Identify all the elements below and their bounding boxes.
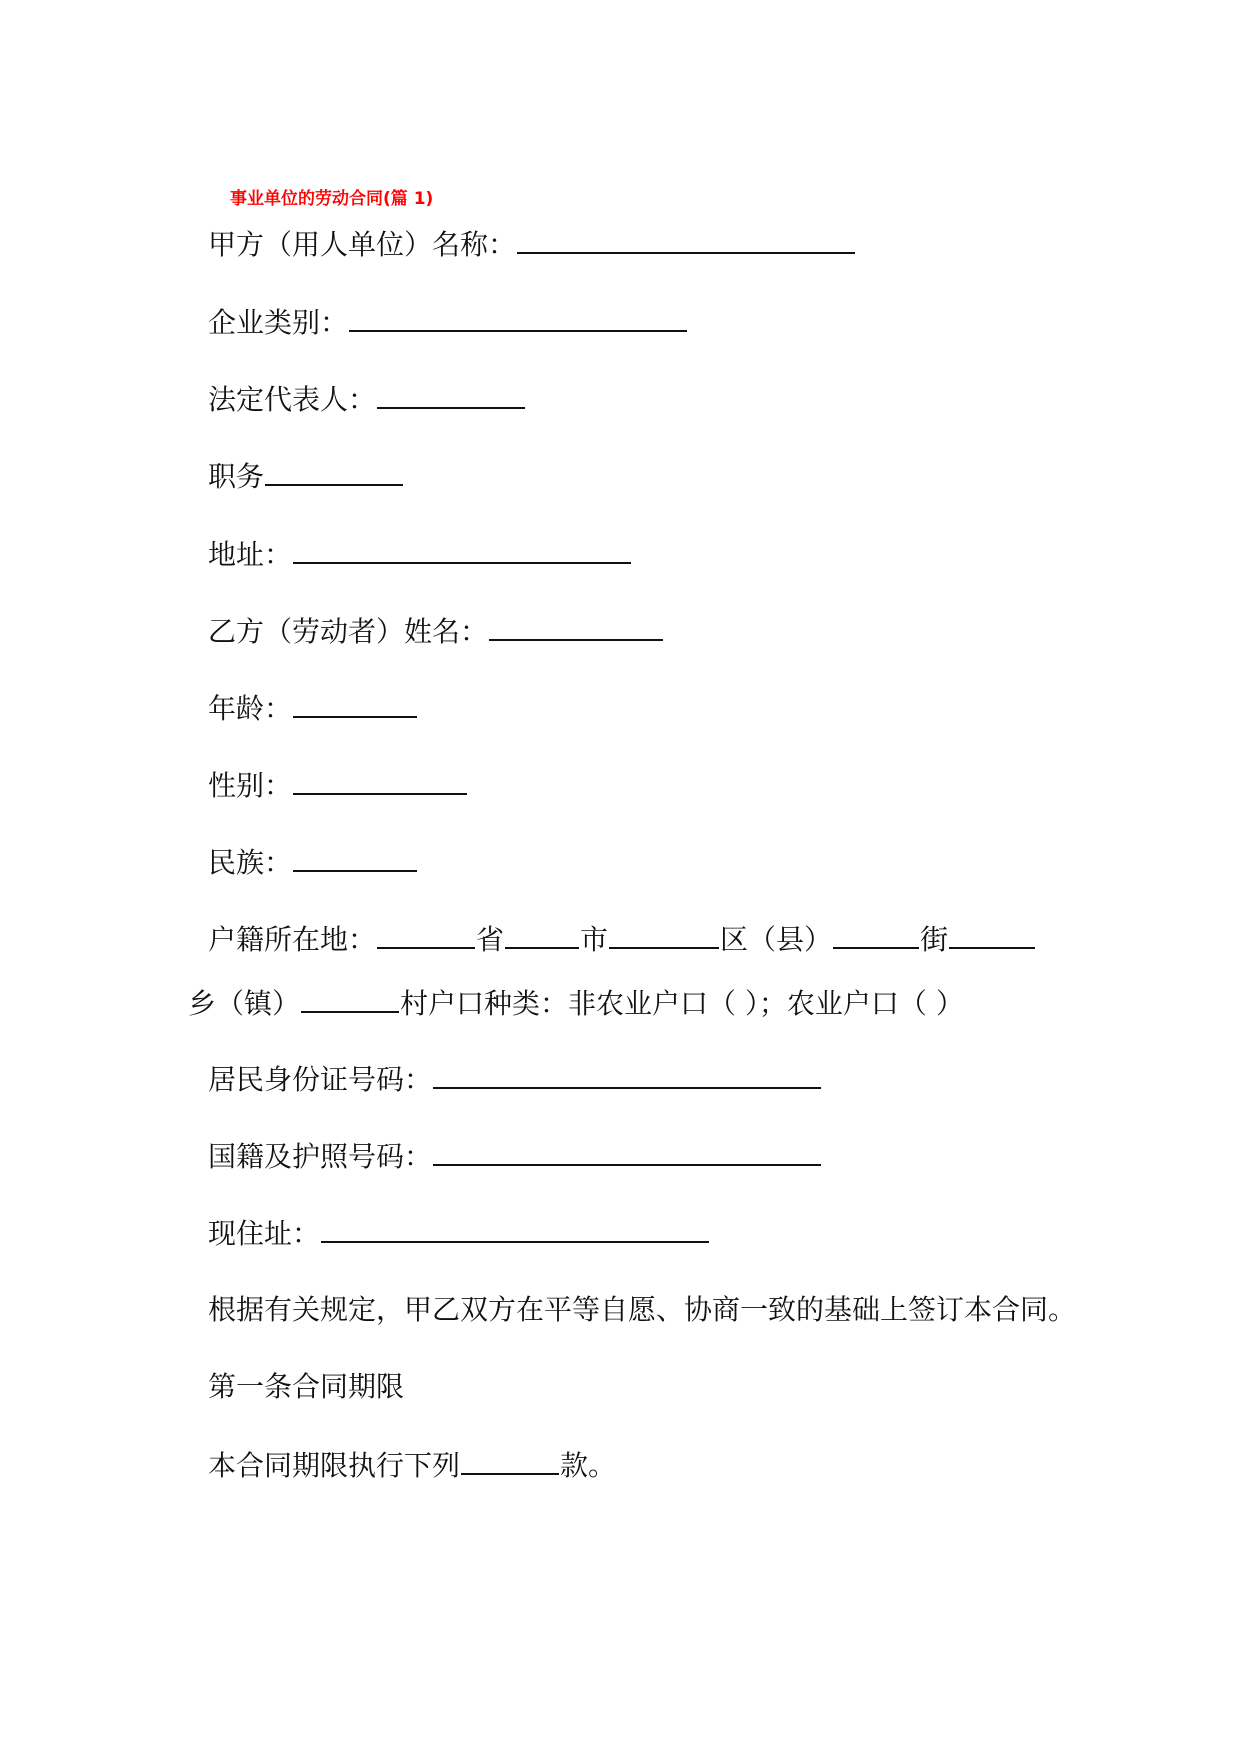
gender-blank[interactable] <box>293 767 467 795</box>
position-label: 职务 <box>208 460 265 493</box>
party-b-name-label: 乙方（劳动者）姓名： <box>208 615 489 648</box>
party-a-name-row <box>208 226 856 263</box>
household-province-blank[interactable] <box>377 921 475 949</box>
nationality-blank[interactable] <box>433 1138 821 1166</box>
id-number-row <box>208 1061 822 1098</box>
household-label: 户籍所在地： <box>208 923 377 956</box>
household-township-blank[interactable] <box>301 985 399 1013</box>
age-blank[interactable] <box>293 690 417 718</box>
article-1-text <box>208 1447 616 1484</box>
enterprise-type-label: 企业类别： <box>208 306 349 339</box>
current-address-blank[interactable] <box>321 1215 709 1243</box>
age-row <box>208 690 418 727</box>
household-street-after-blank[interactable] <box>949 921 1035 949</box>
address-row <box>208 536 632 573</box>
party-b-name-blank[interactable] <box>489 613 663 641</box>
id-number-label: 居民身份证号码： <box>208 1063 433 1096</box>
household-district-label: 区（县） <box>720 923 833 956</box>
household-district-blank[interactable] <box>609 921 719 949</box>
party-a-name-blank[interactable] <box>517 226 855 254</box>
gender-label: 性别： <box>208 769 293 802</box>
article-1-text-before: 本合同期限执行下列 <box>208 1449 461 1482</box>
household-row-1 <box>208 921 1036 958</box>
id-number-blank[interactable] <box>433 1061 821 1089</box>
ethnicity-row <box>208 844 418 881</box>
enterprise-type-blank[interactable] <box>349 304 687 332</box>
enterprise-type-row <box>208 304 688 341</box>
ethnicity-blank[interactable] <box>293 844 417 872</box>
household-street-blank[interactable] <box>833 921 919 949</box>
nationality-label: 国籍及护照号码： <box>208 1140 433 1173</box>
position-blank[interactable] <box>265 458 403 486</box>
article-1-text-after: 款。 <box>560 1449 617 1482</box>
document-title: 事业单位的劳动合同(篇 1) <box>230 189 434 209</box>
position-row <box>208 458 404 495</box>
statement-paragraph: 根据有关规定，甲乙双方在平等自愿、协商一致的基础上签订本合同。 <box>208 1293 1077 1326</box>
legal-rep-blank[interactable] <box>377 381 525 409</box>
party-b-name-row <box>208 613 664 650</box>
household-row-2 <box>188 985 964 1022</box>
current-address-label: 现住址： <box>208 1217 321 1250</box>
article-1-blank[interactable] <box>461 1447 559 1475</box>
address-blank[interactable] <box>293 536 631 564</box>
household-township-label: 乡（镇） <box>188 987 301 1020</box>
household-type-label: 村户口种类：非农业户口（ ）；农业户口（ ） <box>400 987 964 1020</box>
party-a-name-label: 甲方（用人单位）名称： <box>208 228 517 261</box>
household-province-label: 省 <box>476 923 505 956</box>
legal-rep-label: 法定代表人： <box>208 383 377 416</box>
household-city-label: 市 <box>580 923 609 956</box>
gender-row <box>208 767 468 804</box>
household-city-blank[interactable] <box>505 921 579 949</box>
address-label: 地址： <box>208 538 293 571</box>
household-street-label: 街 <box>920 923 949 956</box>
ethnicity-label: 民族： <box>208 846 293 879</box>
current-address-row <box>208 1215 710 1252</box>
nationality-row <box>208 1138 822 1175</box>
legal-rep-row <box>208 381 526 418</box>
article-1-title: 第一条合同期限 <box>208 1370 405 1403</box>
age-label: 年龄： <box>208 692 293 725</box>
